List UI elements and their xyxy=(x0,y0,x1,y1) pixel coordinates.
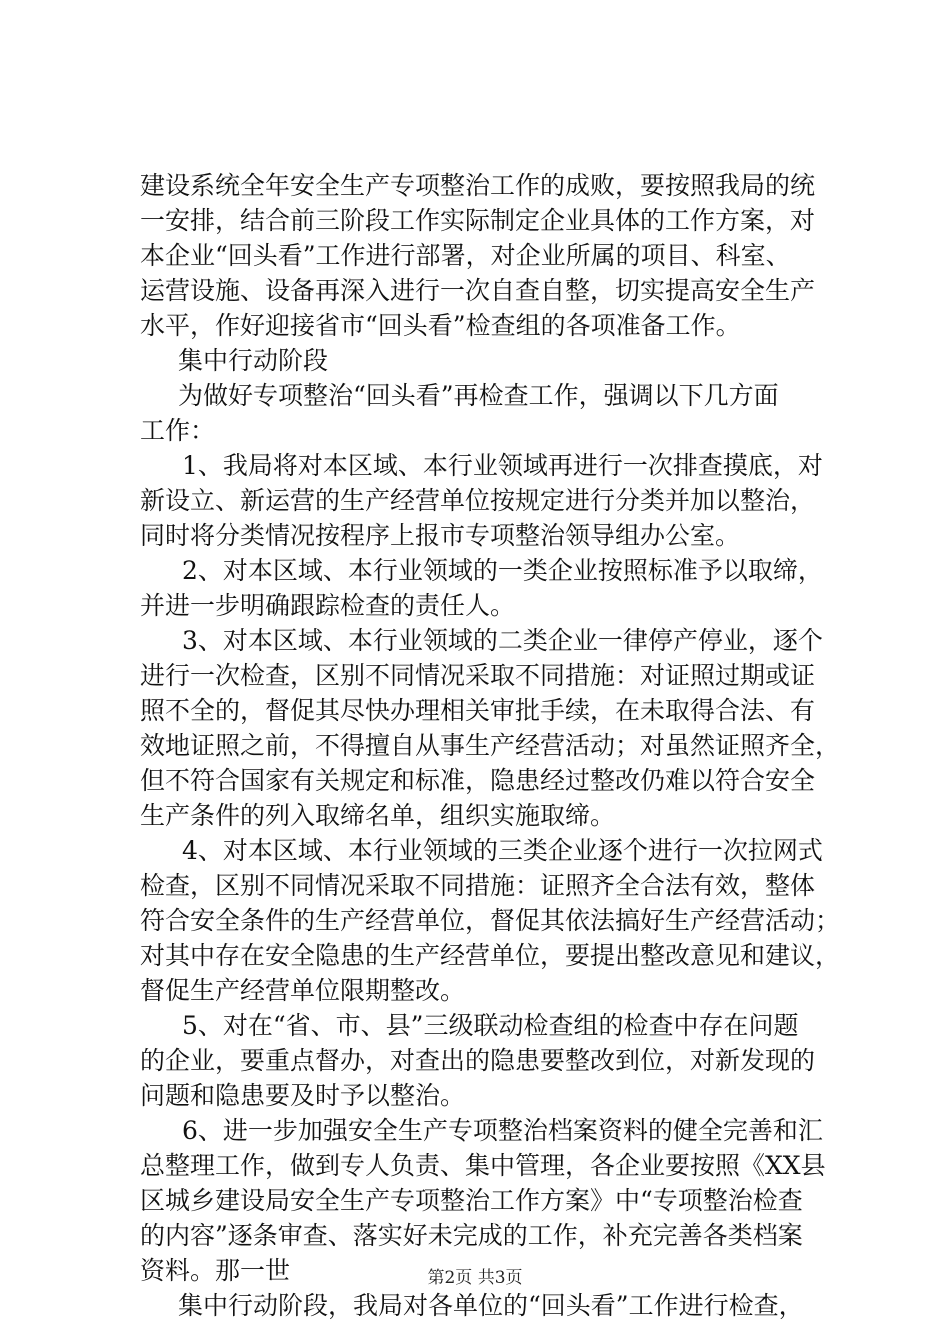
text-line: 一安排，结合前三阶段工作实际制定企业具体的工作方案，对 xyxy=(140,206,816,235)
text-line: 为做好专项整治“回头看”再检查工作，强调以下几方面 xyxy=(178,381,779,410)
text-line: 的内容”逐条审查、落实好未完成的工作，补充完善各类档案 xyxy=(140,1221,803,1250)
text-line: 对其中存在安全隐患的生产经营单位，要提出整改意见和建议， xyxy=(140,941,841,970)
text-line: 1、我局将对本区域、本行业领域再进行一次排查摸底，对 xyxy=(182,451,823,480)
text-line: 符合安全条件的生产经营单位，督促其依法搞好生产经营活动； xyxy=(140,906,841,935)
document-body xyxy=(140,168,841,1323)
text-line: 但不符合国家有关规定和标准，隐患经过整改仍难以符合安全 xyxy=(140,766,816,795)
text-line: 建设系统全年安全生产专项整治工作的成败，要按照我局的统 xyxy=(140,171,816,200)
text-line: 的企业，要重点督办，对查出的隐患要整改到位，对新发现的 xyxy=(140,1046,816,1075)
text-line: 本企业“回头看”工作进行部署，对企业所属的项目、科室、 xyxy=(140,241,791,270)
text-line: 6、进一步加强安全生产专项整治档案资料的健全完善和汇 xyxy=(182,1116,823,1145)
text-line: 进行一次检查，区别不同情况采取不同措施：对证照过期或证 xyxy=(140,661,816,690)
text-line: 4、对本区域、本行业领域的三类企业逐个进行一次拉网式 xyxy=(182,836,823,865)
text-line: 集中行动阶段，我局对各单位的“回头看”工作进行检查， xyxy=(178,1291,804,1320)
text-line: 检查，区别不同情况采取不同措施：证照齐全合法有效，整体 xyxy=(140,871,816,900)
section-heading: 集中行动阶段 xyxy=(178,346,329,375)
text-line: 区城乡建设局安全生产专项整治工作方案》中“专项整治检查 xyxy=(140,1186,803,1215)
text-line: 总整理工作，做到专人负责、集中管理，各企业要按照《XX县 xyxy=(140,1151,826,1180)
text-line: 水平，作好迎接省市“回头看”检查组的各项准备工作。 xyxy=(140,311,741,340)
text-line: 资料。那一世 xyxy=(140,1256,291,1285)
text-line: 工作： xyxy=(140,416,216,445)
text-line: 3、对本区域、本行业领域的二类企业一律停产停业，逐个 xyxy=(182,626,823,655)
text-line: 运营设施、设备再深入进行一次自查自整，切实提高安全生产 xyxy=(140,276,816,305)
text-line: 2、对本区域、本行业领域的一类企业按照标准予以取缔， xyxy=(182,556,823,585)
text-line: 并进一步明确跟踪检查的责任人。 xyxy=(140,591,516,620)
text-line: 效地证照之前，不得擅自从事生产经营活动；对虽然证照齐全， xyxy=(140,731,841,760)
page-footer: 第2页 共3页 xyxy=(427,1268,523,1288)
text-line: 督促生产经营单位限期整改。 xyxy=(140,976,466,1005)
text-line: 5、对在“省、市、县”三级联动检查组的检查中存在问题 xyxy=(182,1011,799,1040)
text-line: 生产条件的列入取缔名单，组织实施取缔。 xyxy=(140,801,616,830)
text-line: 同时将分类情况按程序上报市专项整治领导组办公室。 xyxy=(140,521,741,550)
text-line: 照不全的，督促其尽快办理相关审批手续，在未取得合法、有 xyxy=(140,696,816,725)
text-line: 问题和隐患要及时予以整治。 xyxy=(140,1081,466,1110)
text-line: 新设立、新运营的生产经营单位按规定进行分类并加以整治， xyxy=(140,486,816,515)
